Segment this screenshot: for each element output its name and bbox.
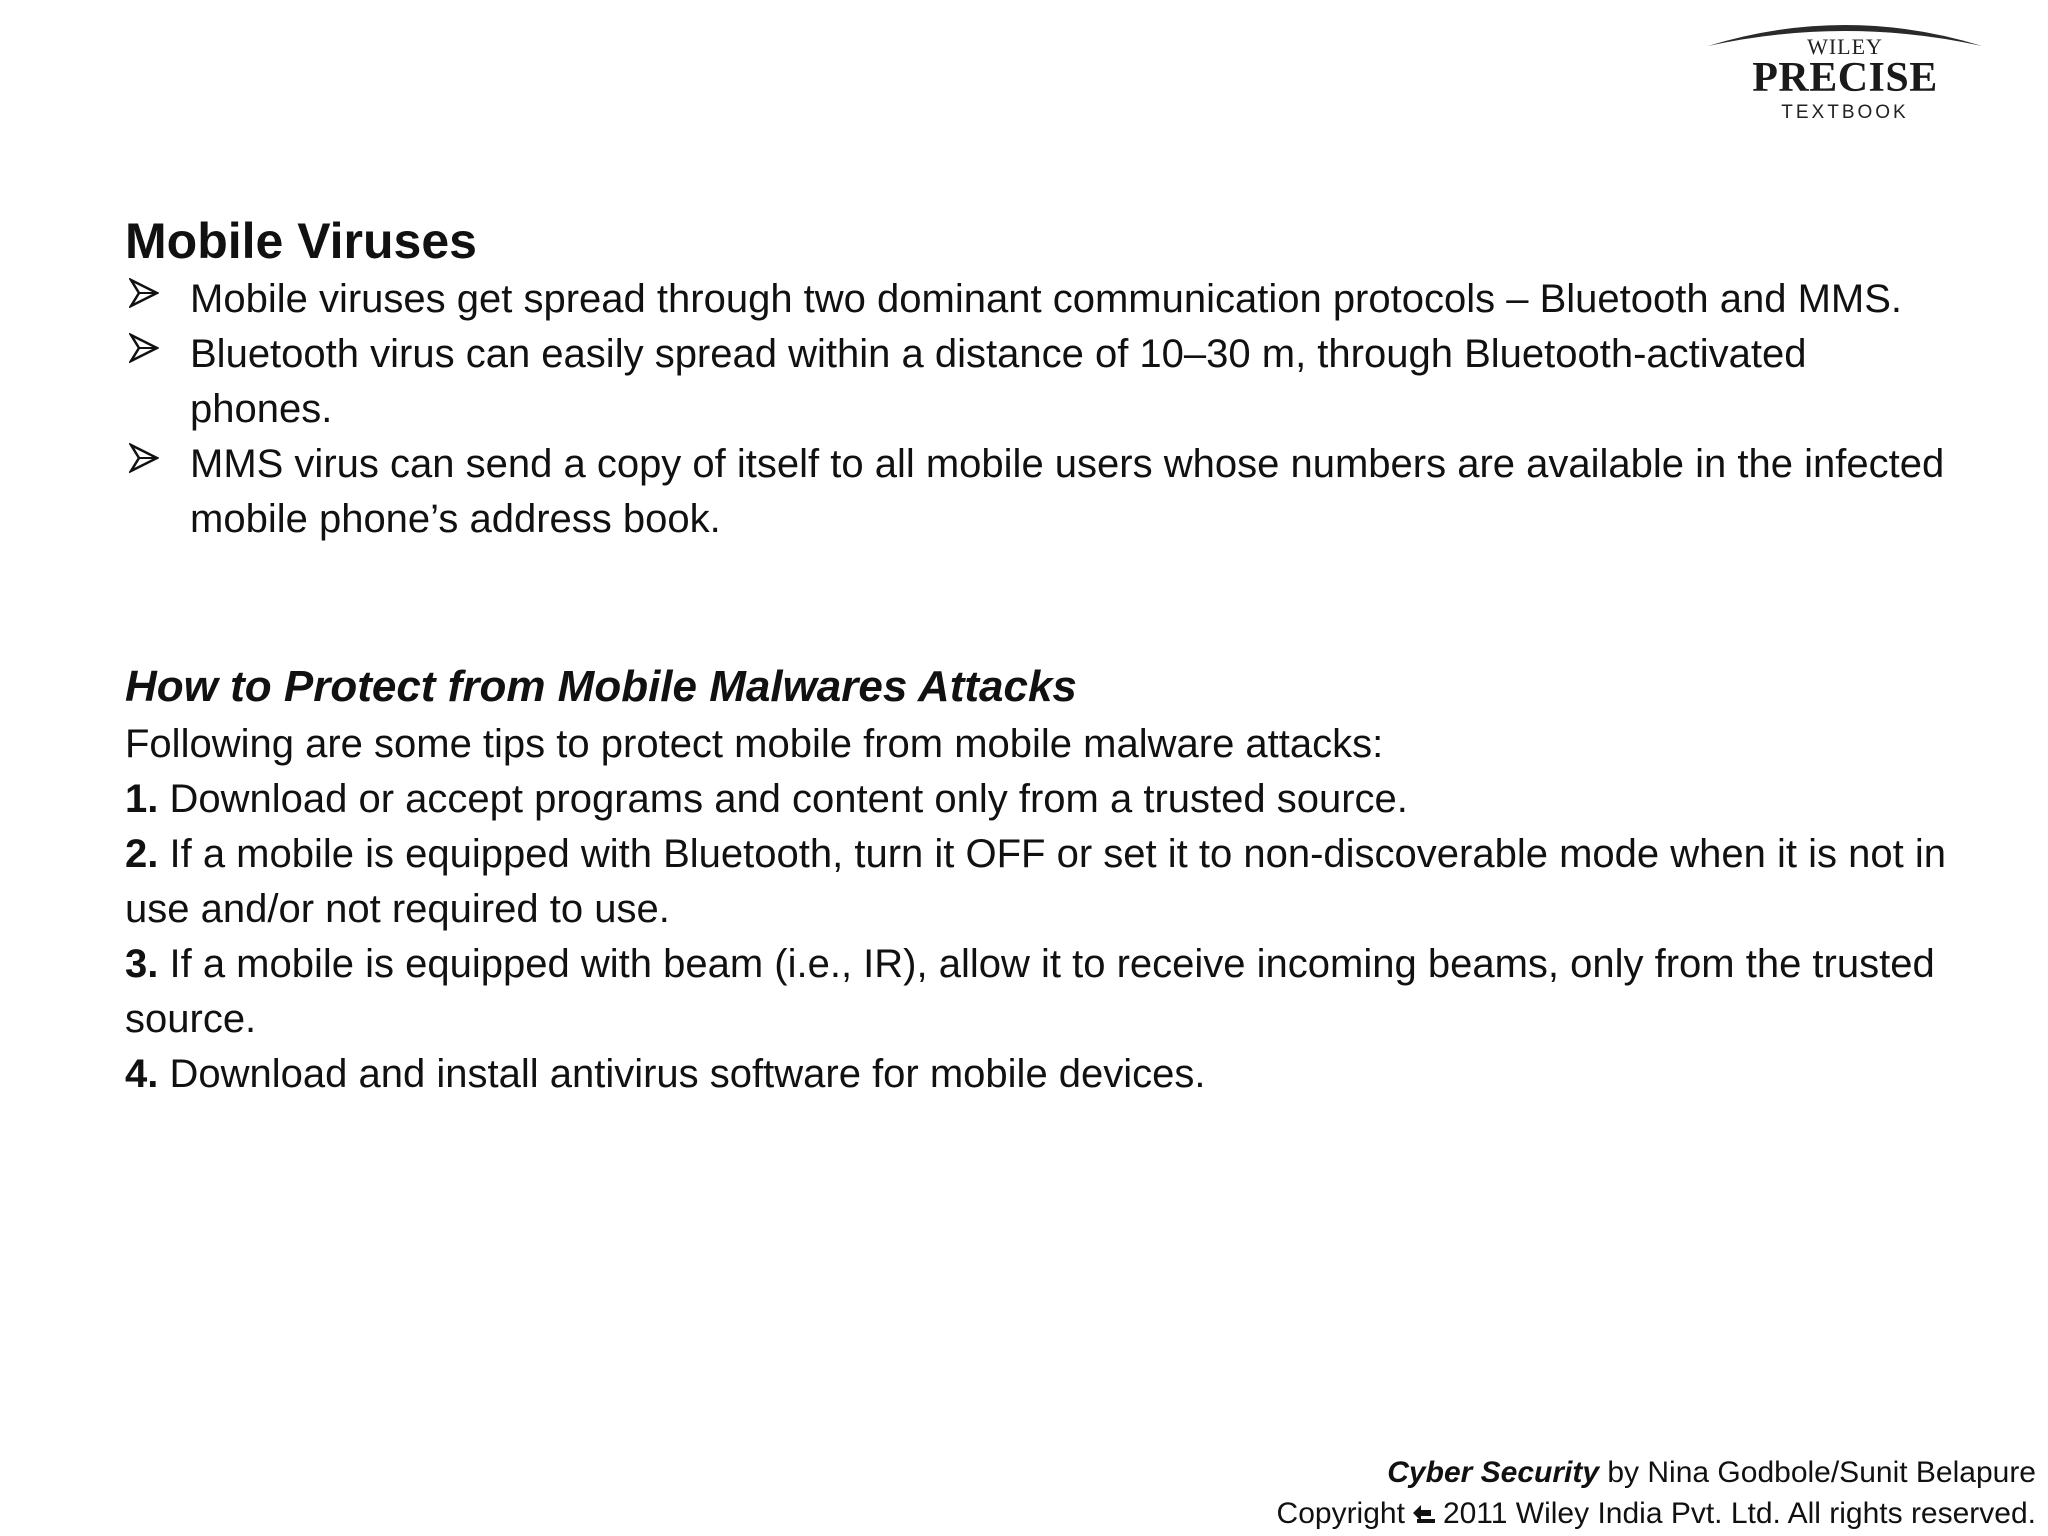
footer-copyright-prefix: Copyright [1276, 1497, 1405, 1530]
tip-number: 4. [125, 1052, 159, 1096]
copyright-symbol-icon [1409, 1501, 1439, 1525]
bullet-item [125, 272, 1955, 327]
tip-item [125, 827, 1955, 937]
footer-authors: by Nina Godbole/Sunit Belapure [1607, 1456, 2036, 1489]
footer-copyright-suffix: 2011 Wiley India Pvt. Ltd. All rights reserved. [1442, 1497, 2036, 1530]
slide-footer [1277, 1452, 2036, 1534]
logo-wiley-text: WILEY [1807, 34, 1883, 59]
tip-text: If a mobile is equipped with beam (i.e., IR), allow it to receive incoming beams, only from the trusted source. [125, 942, 1935, 1041]
arrowhead-bullet-icon [129, 278, 159, 308]
wiley-precise-logo [1700, 10, 1990, 123]
tip-text: Download or accept programs and content only from a trusted source. [169, 777, 1408, 821]
protection-intro: Following are some tips to protect mobile from mobile malware attacks: [125, 722, 1384, 766]
footer-book-title: Cyber Security [1387, 1456, 1600, 1489]
protection-heading: How to Protect from Mobile Malwares Attacks [125, 662, 1077, 711]
tip-text: If a mobile is equipped with Bluetooth, turn it OFF or set it to non-discoverable mode when it is not in use and/or not required to use. [125, 832, 1946, 931]
tip-item [125, 772, 1955, 827]
bullet-item [125, 327, 1955, 437]
tip-number: 3. [125, 942, 159, 986]
tip-item [125, 1047, 1955, 1102]
bullet-item [125, 437, 1955, 547]
arrowhead-bullet-icon [129, 333, 159, 363]
tip-item [125, 937, 1955, 1047]
bullet-text: MMS virus can send a copy of itself to all mobile users whose numbers are available in the infected mobile phone’s address book. [190, 442, 1945, 541]
slide-content [125, 210, 1955, 1102]
mobile-viruses-bullet-list [125, 272, 1955, 547]
arrowhead-bullet-icon [129, 443, 159, 473]
protection-section [125, 657, 1955, 1102]
tip-number: 1. [125, 777, 159, 821]
logo-precise-text: PRECISE [1752, 55, 1938, 101]
footer-copyright-line [1277, 1493, 2036, 1534]
footer-book-line [1277, 1452, 2036, 1493]
tip-text: Download and install antivirus software for mobile devices. [169, 1052, 1206, 1096]
tip-number: 2. [125, 832, 159, 876]
mobile-viruses-heading: Mobile Viruses [125, 213, 477, 269]
logo-textbook-text: TEXTBOOK [1781, 102, 1909, 123]
bullet-text: Mobile viruses get spread through two dominant communication protocols – Bluetooth and MMS. [190, 277, 1903, 321]
bullet-text: Bluetooth virus can easily spread within a distance of 10–30 m, through Bluetooth-activated phones. [190, 332, 1807, 431]
